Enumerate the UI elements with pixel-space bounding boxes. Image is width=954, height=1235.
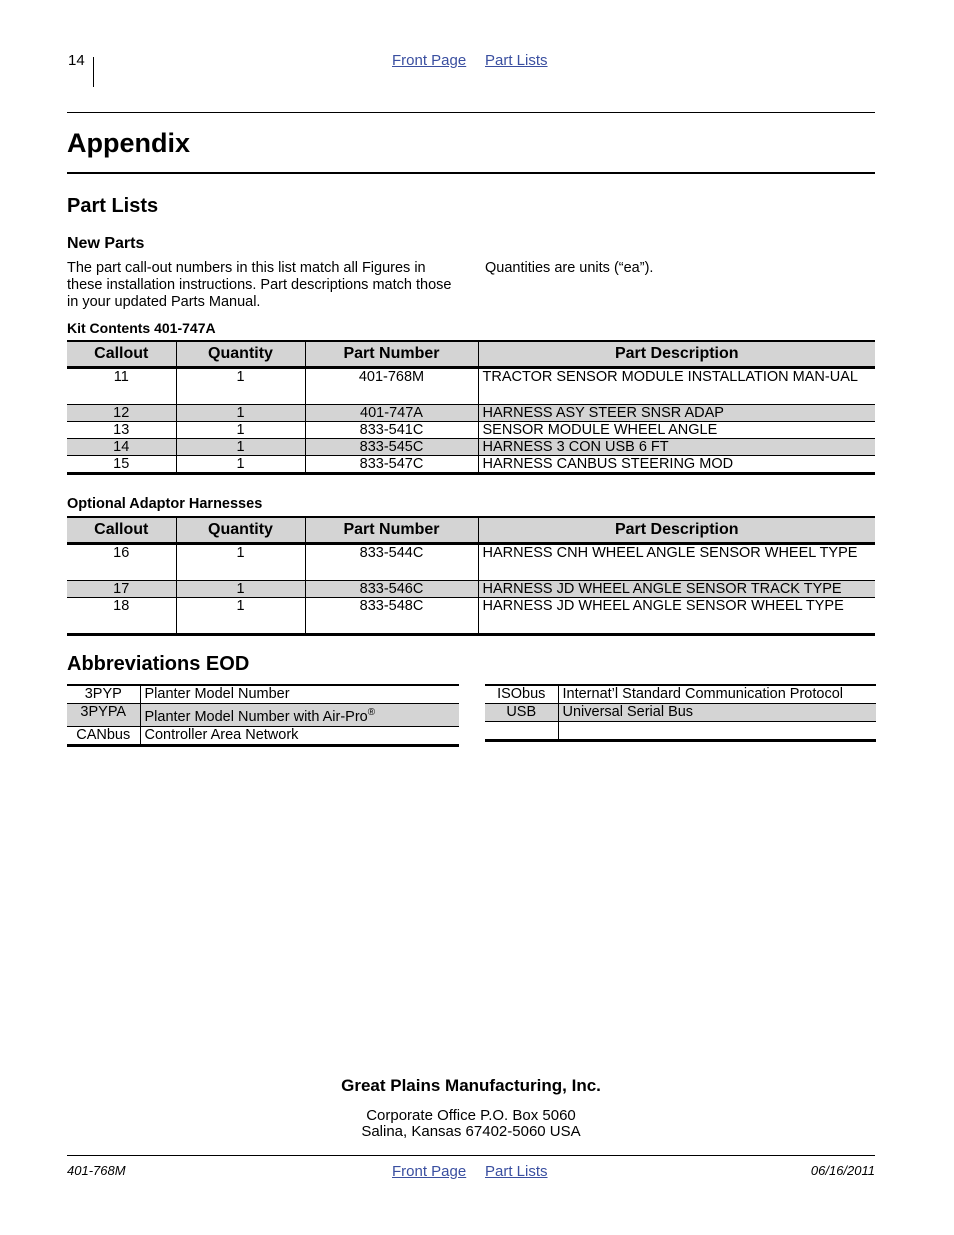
callout-cell: 16: [113, 545, 130, 561]
quantity-cell: 1: [176, 544, 305, 581]
quantity-cell: 1: [176, 439, 305, 456]
header-divider: [93, 57, 94, 87]
callout-cell: 11: [113, 369, 129, 385]
part-number-cell: 833-547C: [305, 456, 478, 474]
callout-cell: 17: [67, 581, 176, 598]
definition-text: Planter Model Number with Air-Pro: [144, 708, 368, 725]
table-header-row: [67, 341, 875, 368]
definition-cell: Universal Serial Bus: [558, 704, 876, 722]
table-row: [67, 704, 459, 727]
abbreviation-cell: 3PYP: [67, 685, 140, 704]
part-number-cell: 401-747A: [305, 405, 478, 422]
part-description-cell: HARNESS ASY STEER SNSR ADAP: [478, 405, 875, 422]
column-header: Part Description: [478, 341, 875, 368]
definition-cell: Planter Model Number: [140, 685, 459, 704]
part-lists-link[interactable]: Part Lists: [485, 52, 548, 69]
abbreviation-cell: ISObus: [485, 685, 558, 704]
definition-cell: Controller Area Network: [140, 726, 459, 745]
column-header: Quantity: [176, 341, 305, 368]
part-number-cell: 401-768M: [305, 368, 478, 405]
registered-mark: ®: [367, 707, 376, 718]
callout-cell: 15: [67, 456, 176, 474]
part-number-cell: 833-548C: [305, 598, 478, 635]
column-header: Callout: [67, 341, 176, 368]
front-page-link[interactable]: Front Page: [392, 52, 467, 69]
part-description-cell: HARNESS CNH WHEEL ANGLE SENSOR WHEEL TYPE: [478, 544, 875, 581]
part-description-cell: TRACTOR SENSOR MODULE INSTALLATION MAN-UAL: [478, 368, 875, 405]
quantity-cell: 1: [176, 368, 305, 405]
table-row: [67, 685, 459, 704]
quantity-cell: 1: [176, 422, 305, 439]
definition-cell: Internat’l Standard Communication Protocol: [558, 685, 876, 704]
company-name: Great Plains Manufacturing, Inc.: [341, 1076, 601, 1095]
quantity-cell: 1: [176, 598, 305, 635]
table-row: [67, 598, 875, 635]
optional-harnesses-table: [67, 516, 875, 636]
top-rule: [67, 112, 875, 113]
table-row: [67, 422, 875, 439]
table-header-row: [67, 517, 875, 544]
callout-cell: 13: [67, 422, 176, 439]
column-header: Callout: [67, 517, 176, 544]
kit-contents-table: [67, 340, 875, 475]
intro-paragraph: The part call-out numbers in this list match all Figures in these installation instructions. Part descriptions match those in your updated Parts Manual.: [67, 260, 452, 310]
section-heading-part-lists: Part Lists: [67, 195, 159, 217]
table-row: [67, 405, 875, 422]
abbreviation-cell: USB: [485, 704, 558, 722]
column-header: Quantity: [176, 517, 305, 544]
callout-cell: 14: [67, 439, 176, 456]
column-header: Part Number: [305, 517, 478, 544]
table-row: [67, 581, 875, 598]
kit-caption: Kit Contents 401-747A: [67, 320, 216, 336]
table-row: [67, 368, 875, 405]
column-header: Part Number: [305, 341, 478, 368]
address-line-2: Salina, Kansas 67402-5060 USA: [361, 1123, 581, 1140]
part-number-cell: 833-541C: [305, 422, 478, 439]
part-number-cell: 833-544C: [305, 544, 478, 581]
title-rule: [67, 172, 875, 174]
abbreviation-cell: CANbus: [67, 726, 140, 745]
quantity-cell: 1: [176, 581, 305, 598]
abbreviation-cell: [485, 722, 558, 741]
subheading-new-parts: New Parts: [67, 235, 145, 252]
definition-cell: [140, 704, 459, 727]
footer-date: 06/16/2011: [810, 1163, 875, 1178]
column-header: Part Description: [478, 517, 875, 544]
footer-doc-number: 401-768M: [67, 1163, 126, 1178]
page-number: 14: [68, 52, 85, 69]
footer-rule: [67, 1155, 875, 1156]
table-row: [67, 439, 875, 456]
table-row: [67, 726, 459, 745]
table-row: [485, 722, 876, 741]
abbreviation-cell: 3PYPA: [67, 704, 140, 727]
part-description-cell: HARNESS CANBUS STEERING MOD: [478, 456, 875, 474]
quantity-note: Quantities are units (“ea”).: [485, 260, 654, 276]
callout-cell: 18: [67, 598, 176, 635]
table-row: [67, 456, 875, 474]
table-row: [485, 685, 876, 704]
quantity-cell: 1: [176, 456, 305, 474]
part-description-cell: HARNESS 3 CON USB 6 FT: [478, 439, 875, 456]
abbreviations-table-right: [485, 684, 876, 742]
abbreviations-table-left: [67, 684, 459, 747]
definition-cell: [558, 722, 876, 741]
part-number-cell: 833-545C: [305, 439, 478, 456]
quantity-cell: 1: [176, 405, 305, 422]
address-line-1: Corporate Office P.O. Box 5060: [366, 1107, 576, 1124]
section-heading-abbreviations: Abbreviations EOD: [67, 653, 250, 675]
part-description-cell: SENSOR MODULE WHEEL ANGLE: [478, 422, 875, 439]
footer-part-lists-link[interactable]: Part Lists: [485, 1163, 548, 1180]
part-number-cell: 833-546C: [305, 581, 478, 598]
part-description-cell: HARNESS JD WHEEL ANGLE SENSOR WHEEL TYPE: [478, 598, 875, 635]
footer-front-page-link[interactable]: Front Page: [392, 1163, 467, 1180]
callout-cell: 12: [67, 405, 176, 422]
table-row: [67, 544, 875, 581]
page-title: Appendix: [67, 128, 191, 158]
part-description-cell: HARNESS JD WHEEL ANGLE SENSOR TRACK TYPE: [478, 581, 875, 598]
table-row: [485, 704, 876, 722]
optional-caption: Optional Adaptor Harnesses: [67, 496, 263, 512]
